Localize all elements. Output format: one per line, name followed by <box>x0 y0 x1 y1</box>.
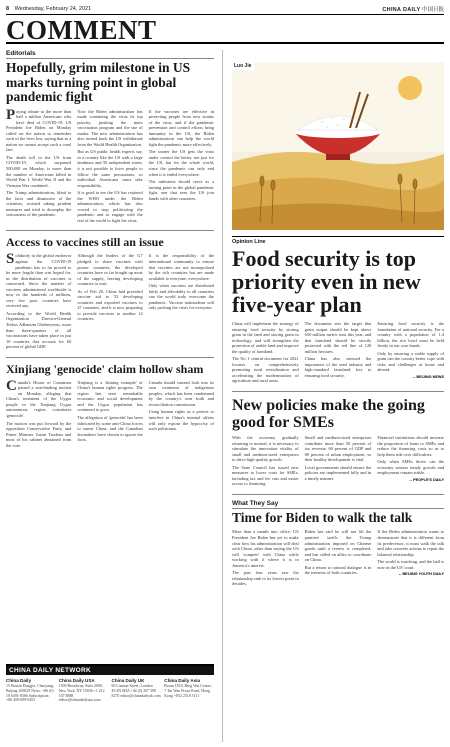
opinion-3-paragraph: The world is watching, and the ball is now in the US' court. <box>377 559 444 570</box>
editorials-label: Editorials <box>6 50 214 59</box>
editorial-article-1 <box>6 61 214 225</box>
opinion-3-paragraph: More than a month into office, US President Joe Biden has yet to make clear how his administration will deal with China, other than saying the US will 'compete' with China while working with it where it is in America's interest. <box>232 529 299 568</box>
opinion-2-source: -- PEOPLE'S DAILY <box>409 477 444 482</box>
publisher-contact <box>164 678 214 703</box>
editorial-1-body <box>6 106 214 226</box>
section-title: COMMENT <box>6 15 157 45</box>
editorial-3-paragraph: Xinjiang is a 'shining example' of China's human rights progress. The region has seen remarkable economic and social development and the Uygur population has continued to grow. <box>77 379 143 413</box>
editorial-1-paragraph: Paying tribute to the more than half a million Americans who have died of COVID-19, US President Joe Biden on Monday called on the nation to remember each of the lives lost, saying that as a nation we cannot accept such a cruel fate. <box>6 106 72 153</box>
editorial-2-body <box>6 253 214 351</box>
editorial-2-paragraph: According to the World Health Organization Director-General Tedros Adhanom Ghebreyesus, more than three-quarters of all vaccinations have taken place in just 10 countries that account for 60 percent of global GDP. <box>6 310 72 350</box>
opinion-2-paragraph: Only when SMEs thrive can the economy sustain steady growth and employment remain stable. <box>377 459 444 476</box>
editorial-3-paragraph: The motion was put forward by the opposition Conservative Party, and Prime Minister Justin Trudeau and most of his cabinet abstained from the vote. <box>6 420 72 448</box>
opinion-3-paragraph: But a return to rational dialogue is in the interests of both countries. <box>304 564 372 576</box>
illustration-artist: Luo Jie <box>234 63 252 69</box>
contact-text: Room 1818, Hing Wai Centre, 7 Tin Wan Praya Road, Hong Kong +852 2518 5111 <box>164 684 212 698</box>
editorial-3-body <box>6 377 214 451</box>
editorial-1-paragraph: The Trump administration, blind to the facts and dismissive of the scientists, resisted taking prudent measures and tried to downplay the seriousness of the pandemic. <box>6 190 72 218</box>
editorial-article-2 <box>6 236 214 351</box>
brand-name: CHINA DAILY <box>382 6 421 13</box>
opinion-1-paragraph: Ensuring food security is the foundation of national security. For a country with a population of 1.4 billion, the rice bowl must be held firmly in our own hands. <box>377 321 444 349</box>
opinion-3-source: -- BEIJING YOUTH DAILY <box>398 572 444 577</box>
opinion-illustration <box>232 62 444 230</box>
publisher-contacts <box>6 675 214 703</box>
editorial-1-paragraph: The milestone should serve as a turning point in the global pandemic fight, one that sees the US join hands with other countries. <box>148 179 214 201</box>
divider <box>232 494 444 495</box>
page-meta <box>6 6 91 12</box>
opinion-1-paragraph: The No 1 central document for 2021 focuses on comprehensively promoting rural revitalization and accelerating the modernization of agriculture and rural areas. <box>232 356 299 384</box>
editorial-2-paragraph: Only when vaccines are distributed fairly and affordably to all countries can the world truly overcome the pandemic. Vaccine nationalism will only prolong the crisis for everyone. <box>148 283 214 311</box>
opinion-1-body <box>232 321 444 386</box>
editorial-article-3 <box>6 363 214 451</box>
opinion-1-paragraph: Only by ensuring a stable supply of grain can the country better cope with risks and challenges at home and abroad. <box>377 350 444 373</box>
divider <box>6 357 214 358</box>
opinion-column <box>232 236 444 742</box>
contact-label: China Daily <box>6 678 32 683</box>
publisher-bar-title: CHINA DAILY NETWORK <box>6 666 214 675</box>
editorial-3-headline: Xinjiang 'genocide' claim hollow sham <box>6 361 204 376</box>
opinion-1-paragraph: China will implement the strategy of ensuring food security by storing grain in the land and storing grain in technology, and will strengthen the protection of arable land and improve the quality of farmland. <box>232 321 299 354</box>
opinion-article-2 <box>232 397 444 489</box>
opinion-article-3 <box>232 500 444 589</box>
editorial-3-paragraph: The allegation of 'genocide' has been fabricated by some anti-China forces to smear China, and the Canadian lawmakers have chosen to ignore the facts. <box>77 415 143 443</box>
editorial-1-paragraph: If the vaccines are effective in protecting people from new strains of the virus, and if the pandemic prevention and control efforts bring immunity in the US, the Biden administration can help the world fight the pandemic more effectively. <box>148 108 214 147</box>
opinion-2-paragraph: Small and medium-sized enterprises contribute more than 50 percent of tax revenue, 60 percent of GDP and 80 percent of urban employment, so their healthy development is vital. <box>304 435 372 463</box>
divider <box>6 230 214 231</box>
contact-text: 15 Huixin Dongjie, Chaoyang, Beijing 100029 News: +86 (0) 10 6491-8366 Subscription: +86 400-699-0203 <box>6 684 54 703</box>
opinion-3-paragraph: If the Biden administration wants to demonstrate that it is different from its predecessor, it must walk the talk and take concrete actions to repair the bilateral relationship. <box>377 529 444 557</box>
opinion-3-paragraph: Biden has said he will not lift the punitive tariffs the Trump administration imposed on Chinese goods until a review is completed, and has called on allies to coordinate on China. <box>304 529 372 563</box>
editorial-1-paragraph: Now the Biden administration has made containing the virus its top priority, pushing the mass vaccination program and the use of masks. The new administration has also turned back the US withdrawal from the World Health Organization. <box>77 108 143 147</box>
opinion-1-paragraph: The document sets the target that grain output should be kept above 650 million metric tons this year, and that farmland should be strictly protected with the red line of 120 million hectares. <box>304 321 372 354</box>
opinion-2-body <box>232 435 444 489</box>
opinion-3-paragraph: The past four years saw the relationship sink to its lowest point in decades. <box>232 570 299 587</box>
page-number: 8 <box>6 5 10 12</box>
opinion-line-label: Opinion Line <box>232 236 444 245</box>
editorial-3-paragraph: Canada should instead look into its own treatment of indigenous peoples, which has been condemned by the country's own truth and reconciliation commission. <box>148 379 214 407</box>
editorial-3-paragraph: Using human rights as a pretext to interfere in China's internal affairs will only expose the hypocrisy of such politicians. <box>148 409 214 432</box>
section-masthead <box>6 16 444 44</box>
opinion-2-paragraph: The State Council has issued new measures to lower costs for SMEs, including tax and fee cuts and easier access to financing. <box>232 464 299 487</box>
opinion-2-paragraph: With the economy gradually returning to normal, it is necessary to stimulate the innovation vitality of small and medium-sized enterprises to drive high-quality growth. <box>232 435 299 463</box>
publisher-contact <box>6 678 56 703</box>
opinion-2-headline: New policies make the going good for SMEs <box>232 397 425 432</box>
opinion-2-paragraph: Local governments should ensure the policies are implemented fully and in a timely manner. <box>304 464 372 481</box>
opinion-3-body <box>232 529 444 588</box>
newspaper-brand <box>382 5 444 13</box>
editorial-2-paragraph: Although the leaders of the G7 pledged to share vaccines with poorer countries, the developed countries have so far bought up most of the supply, leaving developing countries to wait. <box>77 253 143 287</box>
opinion-1-paragraph: China has also stressed the importance of the seed industry and high-standard farmland, key to ensuring food security. <box>304 356 372 378</box>
contact-text: 90 Cannon Street, London EC4N 6HA +44 (0) 207 398 8270 editor@chinadailyuk.com <box>111 684 161 698</box>
editorial-1-paragraph: The sooner the US gets the virus under control the better, not just for the US, but for the whole world, since the pandemic can only end when it is ended everywhere. <box>148 149 214 177</box>
editorial-1-paragraph: But as US public health experts say, in a country like the US with a large landmass and 50 independent states, it is not possible to force people to follow the same precautions, so individual Americans must take responsibility. <box>77 149 143 188</box>
what-they-say-label: What They Say <box>232 500 444 509</box>
page-header <box>6 3 444 15</box>
column-separator <box>222 50 223 742</box>
editorial-1-headline: Hopefully, grim milestone in US marks turning point in global pandemic fight <box>6 60 191 104</box>
publisher-contact <box>59 678 109 703</box>
contact-label: China Daily USA <box>58 678 95 683</box>
brand-name-chinese: 中国日报 <box>421 6 444 13</box>
cartoon-illustration <box>232 62 444 230</box>
issue-date: Wednesday, February 24, 2021 <box>14 5 92 12</box>
opinion-1-source: -- BEIJING NEWS <box>412 374 444 379</box>
divider <box>232 391 444 392</box>
opinion-1-headline: Food security is top priority even in new five-year plan <box>232 246 421 317</box>
editorial-2-paragraph: As of Feb 20, China had provided vaccine aid to 53 developing countries and exported vaccines to 27 countries, and it is now preparing to provide vaccines to another 14 countries. <box>77 288 143 322</box>
editorial-3-paragraph: Canada's House of Commons passed a non-binding motion on Monday, alleging that China's treatment of the Uygur people in the Xinjiang Uygur autonomous region constitutes 'genocide'. <box>6 377 72 419</box>
editorial-2-headline: Access to vaccines still an issue <box>6 235 164 250</box>
opinion-3-headline: Time for Biden to walk the talk <box>232 509 413 525</box>
opinion-2-paragraph: Financial institutions should increase the proportion of loans to SMEs and reduce the financing costs so as to help them tide over difficulties. <box>377 435 444 457</box>
opinion-article-1 <box>232 247 444 386</box>
publisher-contact <box>112 678 162 703</box>
contact-label: China Daily Asia <box>164 678 201 683</box>
editorial-2-paragraph: Solidarity in the global endeavor against the COVID-19 pandemic has so far proved to be more fragile than was hoped for, as the distribution of vaccines is concerned. Since the number of vaccines administered worldwide is now in the hundreds of millions, very few poor countries have received any. <box>6 251 72 309</box>
editorial-2-paragraph: It is the responsibility of the international community to ensure that vaccines are not monopolized by the rich countries but are made available to everyone, everywhere. <box>148 253 214 281</box>
publisher-info-box <box>6 664 214 742</box>
editorial-1-paragraph: It is good to see the US has rejoined the WHO under the Biden administration, which has also vowed to stop politicizing the pandemic and to engage with the rest of the world to fight the virus. <box>77 190 143 223</box>
contact-label: China Daily UK <box>111 678 145 683</box>
editorial-1-paragraph: The death toll in the US from COVID-19, which surpassed 500,000 on Monday, is more than the number of Americans killed in World War I, World War II and the Vietnam War combined. <box>6 154 72 188</box>
editorials-column <box>6 50 214 662</box>
contact-text: 1500 Broadway, Suite 2800, New York, NY 10036 +1 212 537 8888 editor@chinadailyusa.com <box>58 684 105 703</box>
